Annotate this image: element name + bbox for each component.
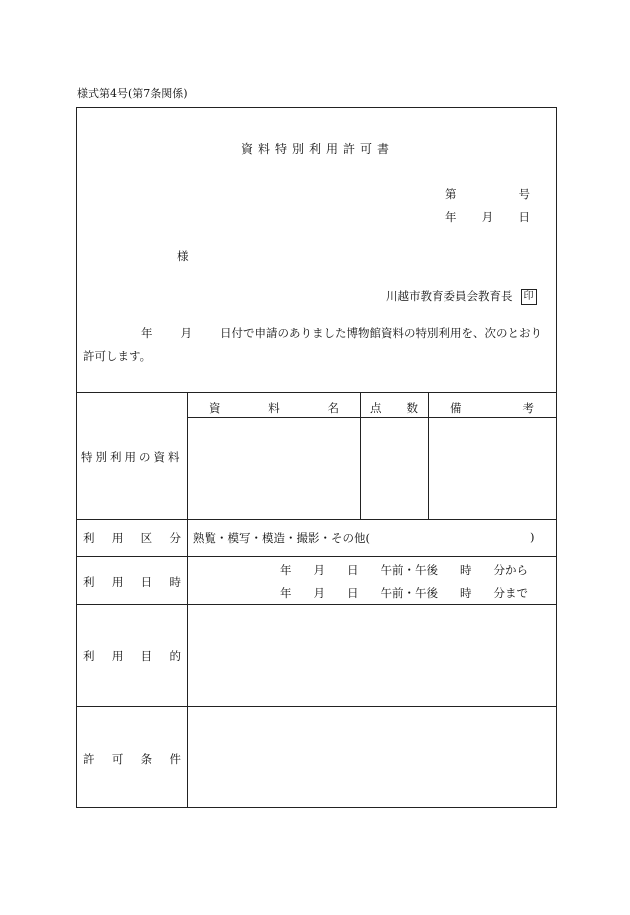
time-day: 日: [347, 563, 359, 577]
time-ampm: 午前・午後: [380, 586, 438, 600]
grid-line: [77, 706, 556, 707]
grid-line: [187, 392, 188, 807]
permit-form: [76, 107, 557, 808]
body-month: 月: [180, 326, 192, 340]
col-count-char: 点: [370, 401, 382, 415]
time-month: 月: [313, 563, 325, 577]
issue-date: [445, 209, 530, 225]
number-suffix: 号: [518, 187, 530, 201]
grid-line: [187, 417, 556, 418]
label-char: 用: [111, 649, 124, 663]
time-minute-to: 分まで: [493, 586, 528, 600]
time-month: 月: [313, 586, 325, 600]
time-hour: 時: [460, 586, 472, 600]
label-char: 許: [83, 752, 95, 766]
time-minute-from: 分から: [493, 563, 528, 577]
date-year: 年: [445, 210, 457, 224]
label-char: 利: [83, 649, 95, 663]
col-name-char: 資: [209, 401, 221, 415]
label-char: 条: [140, 752, 153, 766]
time-from-row: [280, 562, 528, 578]
label-char: 区: [140, 531, 153, 545]
grid-line: [360, 392, 361, 519]
time-ampm: 午前・午後: [380, 563, 438, 577]
body-text: 日付で申請のありました博物館資料の特別利用を、次のとおり許可します。: [83, 326, 542, 363]
time-year: 年: [280, 563, 292, 577]
issuer-name: 川越市教育委員会教育長: [386, 289, 513, 303]
label-char: 可: [111, 752, 124, 766]
time-hour: 時: [460, 563, 472, 577]
grid-line: [77, 556, 556, 557]
time-year: 年: [280, 586, 292, 600]
grid-line: [77, 392, 556, 393]
document-number: [445, 186, 530, 202]
time-day: 日: [347, 586, 359, 600]
materials-label-text: 特別利用の資料: [81, 450, 183, 464]
col-name-char: 名: [327, 401, 339, 415]
usage-type-close: ): [530, 530, 535, 544]
label-char: 日: [140, 575, 153, 589]
column-quantity: [370, 400, 418, 416]
grid-line: [77, 519, 556, 520]
usage-type-options: 熟覧・模写・模造・撮影・その他(: [193, 531, 370, 545]
usage-type-label: [77, 530, 187, 546]
label-char: 用: [111, 575, 124, 589]
date-day: 日: [518, 210, 530, 224]
usage-purpose-label: [77, 648, 187, 664]
date-month: 月: [481, 210, 494, 224]
column-material-name: [209, 400, 339, 416]
number-prefix: 第: [445, 187, 457, 201]
form-number: 様式第4号(第7条関係): [77, 87, 188, 100]
label-char: 目: [140, 649, 153, 663]
materials-label: [77, 449, 187, 465]
issuer: [386, 288, 537, 305]
label-char: 件: [169, 752, 181, 766]
col-name-char: 料: [268, 401, 280, 415]
label-char: 分: [169, 531, 181, 545]
column-remarks: [450, 400, 534, 416]
col-notes-char: 備: [450, 401, 462, 415]
document-title: 資料特別利用許可書: [240, 142, 394, 156]
grid-line: [77, 604, 556, 605]
col-count-char: 数: [406, 401, 418, 415]
label-char: 的: [169, 649, 181, 663]
permit-statement: [83, 322, 551, 368]
label-char: 用: [111, 531, 124, 545]
usage-datetime-label: [77, 574, 187, 590]
grid-line: [428, 392, 429, 519]
body-year: 年: [141, 326, 153, 340]
time-to-row: [280, 585, 528, 601]
permit-conditions-label: [77, 751, 187, 767]
label-char: 利: [83, 531, 95, 545]
addressee: 様: [177, 249, 189, 263]
col-notes-char: 考: [522, 401, 534, 415]
seal-mark: 印: [521, 289, 537, 305]
label-char: 時: [169, 575, 181, 589]
label-char: 利: [83, 575, 95, 589]
